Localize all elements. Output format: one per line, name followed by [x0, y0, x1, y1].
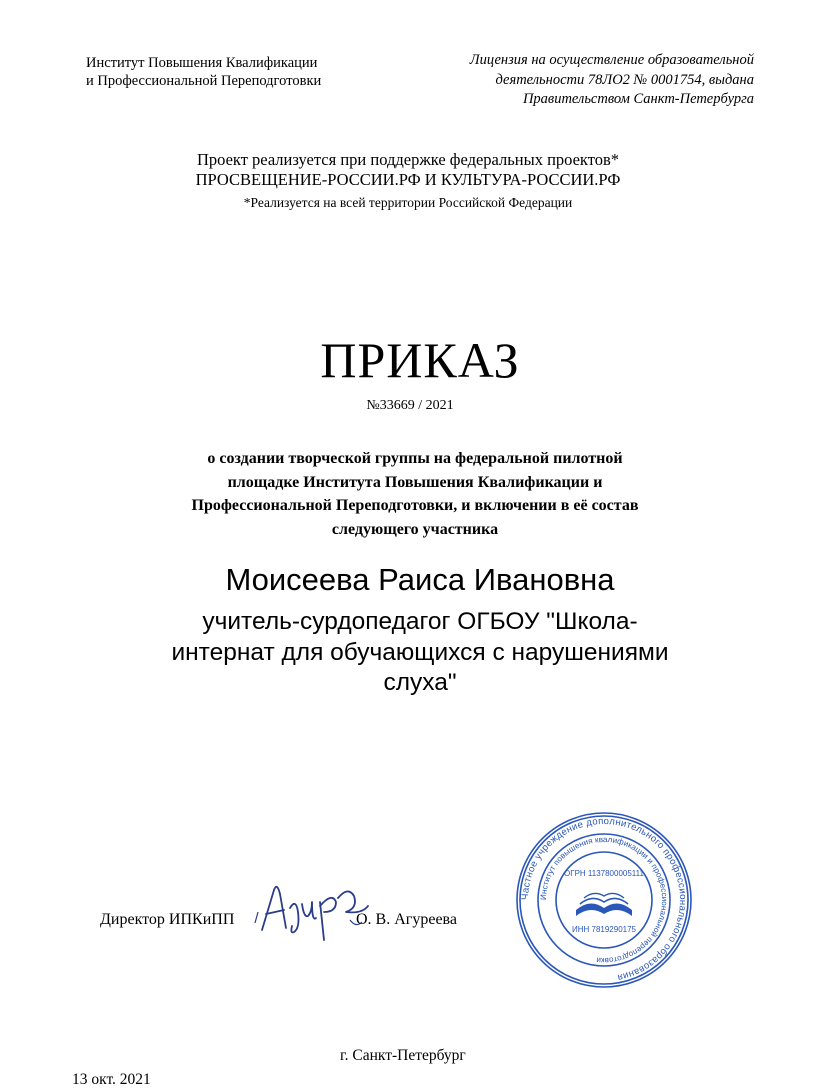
subject-line: следующего участника [331, 520, 499, 538]
order-subject [150, 447, 680, 541]
seal-inner-text: Институт повышения квалификации и профессиональной переподготовки [538, 834, 670, 966]
subject-line: площадке Института Повышения Квалификации и [227, 473, 603, 491]
seal-outer-text: Частное учреждение дополнительного профессионального образования [519, 815, 689, 983]
license-line: Правительством Санкт-Петербурга [522, 91, 754, 107]
participant [100, 560, 740, 699]
city: г. Санкт-Петербург [340, 1047, 466, 1064]
role-line: слуха" [383, 669, 457, 696]
institute-line: Институт Повышения Квалификации [86, 55, 318, 71]
document-title: ПРИКАЗ [320, 332, 520, 388]
institute-line: и Профессиональной Переподготовки [86, 73, 322, 89]
license-line: деятельности 78ЛО2 № 0001754, выдана [495, 71, 754, 88]
project-line: ПРОСВЕЩЕНИЕ-РОССИИ.РФ И КУЛЬТУРА-РОССИИ.РФ [195, 170, 621, 189]
project-support [100, 150, 716, 213]
subject-line: Профессиональной Переподготовки, и включении в её состав [191, 497, 639, 514]
seal-middle-ring [538, 834, 670, 966]
project-note: *Реализуется на всей территории Российской Федерации [243, 195, 573, 210]
role-line: учитель-сурдопедагог ОГБОУ "Школа- [202, 608, 638, 635]
institute-name [86, 54, 386, 90]
license-info [420, 51, 754, 110]
participant-name: Моисеева Раиса Ивановна [225, 562, 615, 597]
license-line: Лицензия на осуществление образовательной [469, 52, 754, 68]
official-seal [514, 810, 694, 990]
signature [250, 868, 380, 948]
director-name: О. В. Агуреева [356, 911, 457, 928]
role-line: интернат для обучающихся с нарушениями [171, 638, 669, 666]
subject-line: о создании творческой группы на федеральной пилотной [207, 450, 623, 467]
book-icon [576, 893, 632, 916]
project-line: Проект реализуется при поддержке федеральных проектов* [196, 150, 620, 169]
director-label: Директор ИПКиПП [100, 911, 235, 928]
order-number: №33669 / 2021 [366, 398, 454, 413]
date: 13 окт. 2021 [72, 1071, 151, 1088]
svg-text:Институт повышения квалификаци [539, 835, 669, 965]
participant-role [100, 607, 740, 699]
seal-inn-number: ИНН 7819290175 [571, 925, 637, 934]
seal-reg-number: ОГРН 1137800005111 [564, 869, 644, 878]
